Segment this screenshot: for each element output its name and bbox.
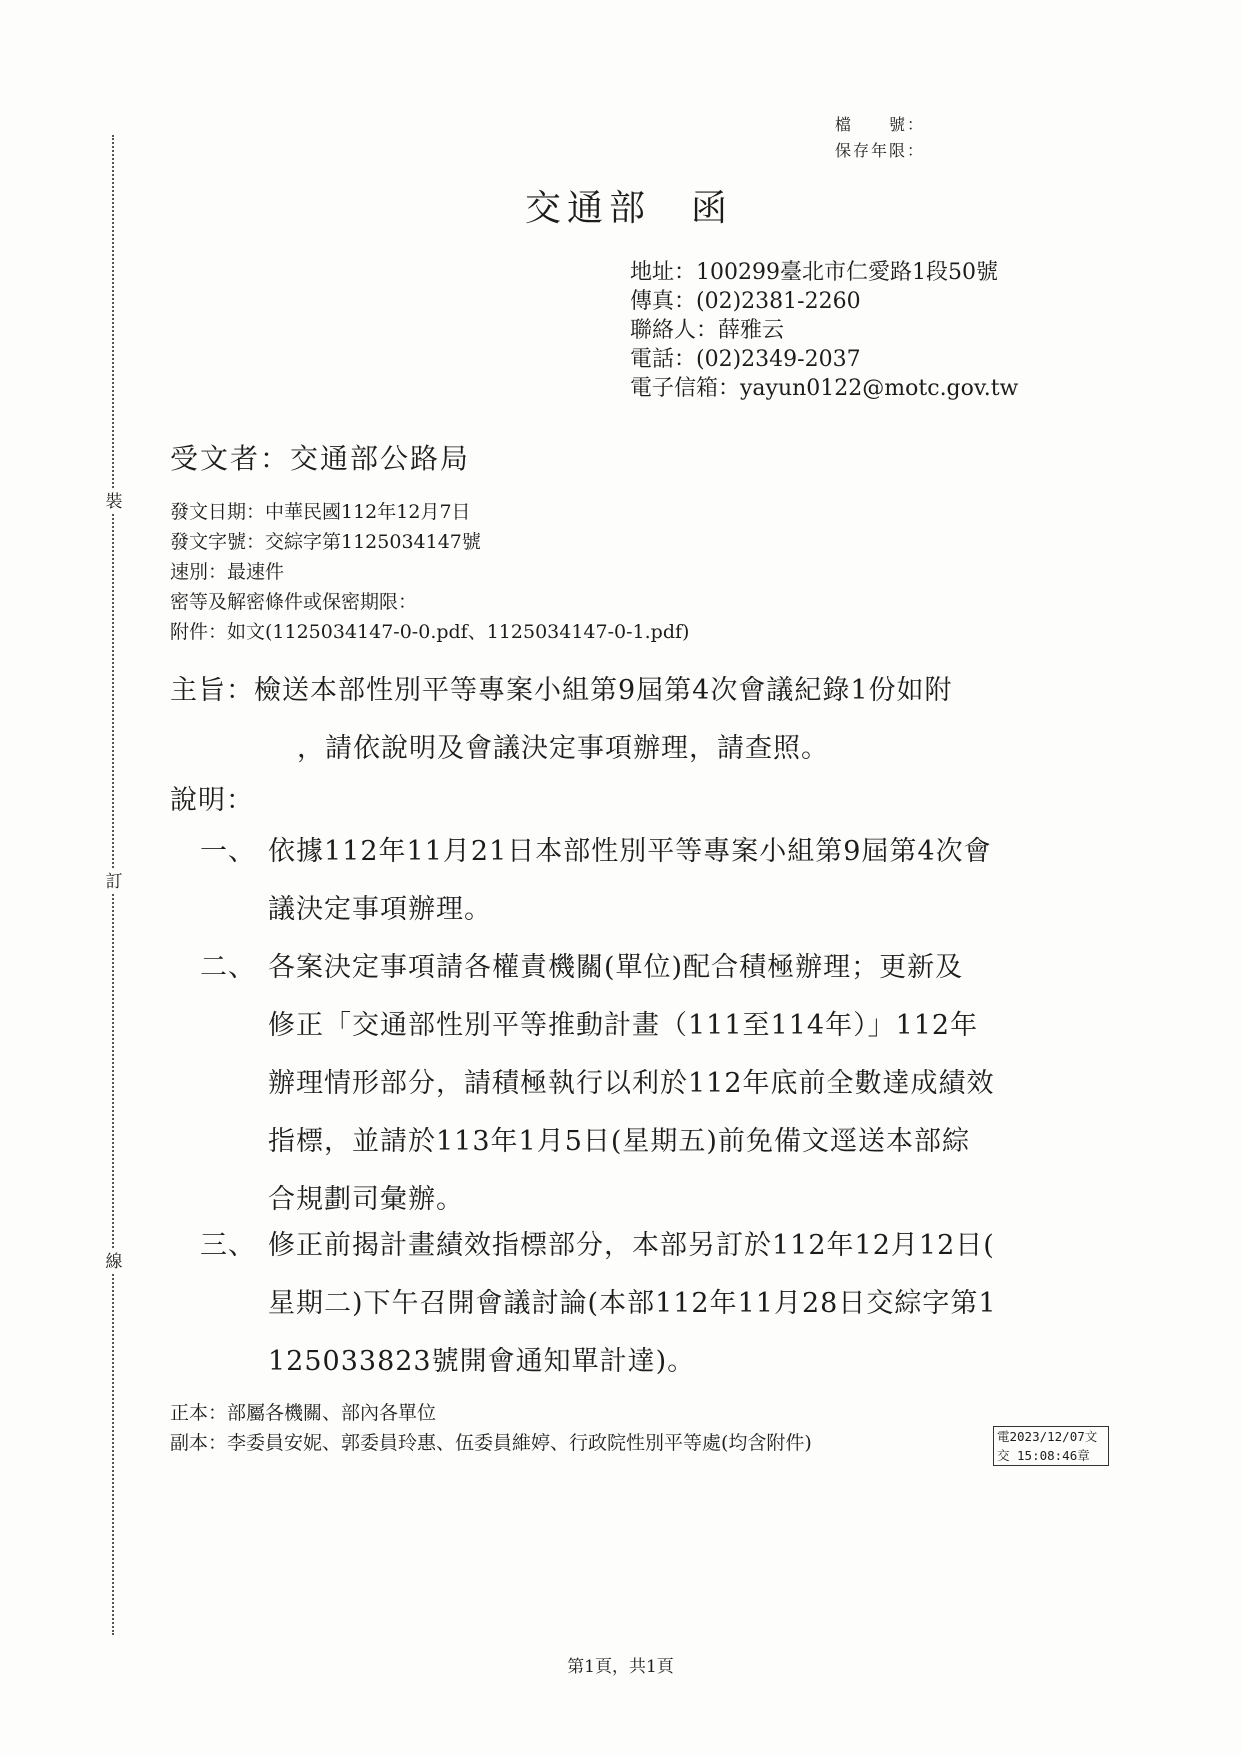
item-line: 修正前揭計畫績效指標部分，本部另訂於112年12月12日(	[268, 1230, 995, 1261]
stamp-line-1: 電2023/12/07文	[997, 1429, 1098, 1444]
explanation-item-3	[200, 1217, 997, 1391]
stamp-line-2: 交 15:08:46章	[997, 1448, 1090, 1463]
subject-line-2: ，請依說明及會議決定事項辦理，請查照。	[297, 733, 829, 764]
item-line: 修正「交通部性別平等推動計畫（111至114年）」112年	[268, 1010, 979, 1041]
retention-period: 保存年限：	[835, 141, 926, 160]
binding-mark-xian: 線	[102, 1250, 126, 1274]
item-line: 125033823號開會通知單計達)。	[268, 1346, 696, 1377]
distribution-original: 正本：部屬各機關、部內各單位	[170, 1402, 437, 1424]
subject	[170, 662, 953, 778]
item-line: 合規劃司彙辦。	[268, 1184, 464, 1215]
item-number: 一、	[200, 836, 256, 867]
issue-date: 發文日期：中華民國112年12月7日	[170, 501, 471, 523]
binding-mark-zhuang: 裝	[102, 490, 126, 514]
subject-line-1: 主旨：檢送本部性別平等專案小組第9屆第4次會議紀錄1份如附	[170, 675, 953, 706]
explanation-item-2	[200, 939, 995, 1229]
explanation-heading: 說明：	[170, 785, 254, 816]
contact-address: 地址：100299臺北市仁愛路1段50號	[630, 260, 998, 285]
item-number: 三、	[200, 1230, 256, 1261]
item-line: 指標，並請於113年1月5日(星期五)前免備文逕送本部綜	[268, 1126, 970, 1157]
item-line: 星期二)下午召開會議討論(本部112年11月28日交綜字第1	[268, 1288, 997, 1319]
issue-classification: 密等及解密條件或保密期限：	[170, 591, 418, 613]
distribution-copy: 副本：李委員安妮、郭委員玲惠、伍委員維婷、行政院性別平等處(均含附件)	[170, 1432, 812, 1454]
item-number: 二、	[200, 952, 256, 983]
contact-phone: 電話：(02)2349-2037	[630, 347, 861, 372]
file-number: 檔 號：	[835, 115, 926, 134]
issue-attachment: 附件：如文(1125034147-0-0.pdf、1125034147-0-1.pdf)	[170, 621, 690, 643]
item-line: 各案決定事項請各權責機關(單位)配合積極辦理；更新及	[268, 952, 964, 983]
contact-fax: 傳真：(02)2381-2260	[630, 289, 861, 314]
item-line: 辦理情形部分，請積極執行以利於112年底前全數達成績效	[268, 1068, 995, 1099]
issue-info	[170, 497, 689, 647]
contact-person: 聯絡人：薛雅云	[630, 318, 785, 343]
issue-number: 發文字號：交綜字第1125034147號	[170, 531, 481, 553]
file-meta	[835, 112, 925, 164]
binding-mark-ding: 訂	[102, 870, 126, 894]
item-line: 依據112年11月21日本部性別平等專案小組第9屆第4次會	[268, 836, 992, 867]
title-doc-type: 函	[691, 188, 734, 229]
e-transmission-stamp	[993, 1426, 1109, 1466]
recipient: 受文者：交通部公路局	[170, 442, 471, 475]
distribution	[170, 1398, 812, 1458]
contact-email: 電子信箱：yayun0122@motc.gov.tw	[630, 376, 1019, 401]
contact-block	[630, 258, 1018, 403]
document-title	[525, 180, 733, 231]
item-line: 議決定事項辦理。	[268, 894, 492, 925]
title-org: 交通部	[525, 188, 652, 229]
page-number: 第1頁，共1頁	[567, 1657, 674, 1677]
explanation-item-1	[200, 823, 992, 939]
issue-speed: 速別：最速件	[170, 561, 285, 583]
